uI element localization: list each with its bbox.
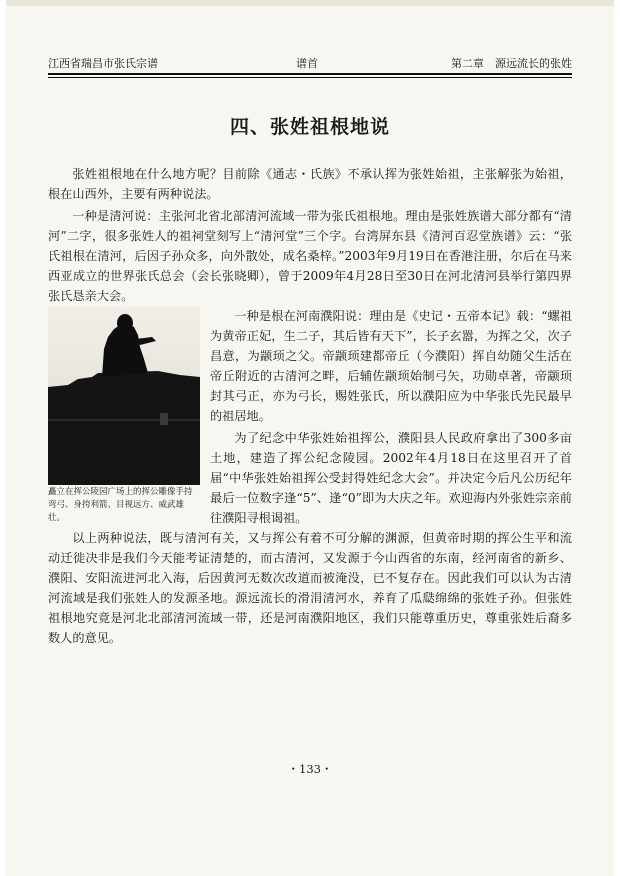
header-section: 谱首 [296, 57, 318, 70]
paragraph-qinghe: 一种是清河说：主张河北省北部清河流域一带为张氏祖根地。理由是张姓族谱大部分都有“清河”二字，很多张姓人的祖祠堂刻写上“清河堂”三个字。台湾屏东县《清河百忍堂族谱》云：“张氏祖根在清河，后因子孙众多，向外散处，成名桑梓。”2003年9月19日在香港注册，尔后在马来西亚成立的世界张氏总会（会长张晓卿），曾于2009年4月28日至30日在河北清河县举行第四界张氏恳亲大会。 [48, 209, 572, 303]
photo-caption: 矗立在挥公陵园广场上的挥公雕像手持弯弓、身挎利箭、目视远方、威武雄壮。 [48, 487, 193, 523]
section-title: 四、张姓祖根地说 [229, 116, 390, 138]
header-rule-thick [48, 73, 572, 75]
statue-image [48, 307, 200, 485]
running-header [48, 55, 572, 73]
header-rule-thin [48, 77, 572, 78]
paragraph-conclusion: 以上两种说法，既与清河有关，又与挥公有着不可分解的渊源，但黄帝时期的挥公生平和流动迁徙决非是我们今天能考证清楚的，而古清河，又发源于今山西省的东南，经河南省的新乡、濮阳、安阳流进河北入海，后因黄河无数次改道而被淹没，已不复存在。因此我们可以认为古清河流域是我们张姓人的发源圣地。源远流长的滑涓清河水，养育了瓜瓞绵绵的张姓子孙。但张姓祖根地究竟是河北北部清河流域一带，还是河南濮阳地区，我们只能尊重历史，尊重张姓后裔多数人的意见。 [48, 531, 572, 645]
header-chapter: 第二章 源远流长的张姓 [451, 57, 572, 70]
scan-margin [614, 0, 620, 876]
paragraph-puyang: 一种是根在河南濮阳说：理由是《史记・五帝本记》载：“螺祖为黄帝正妃，生二子，其后皆有天下”，长子玄嚣，为挥之父，次子昌意，为颛顼之父。帝颛顼建都帝丘（今濮阳）挥自幼随父生活在帝丘附近的古清河之畔，后辅佐颛顼始制弓矢，功勋卓著，帝颛顼封其弓正，亦为弓长，赐姓张氏，所以濮阳应为中华张氏先民最早的祖居地。 [210, 309, 572, 423]
header-book-title: 江西省瑞昌市张氏宗谱 [48, 57, 158, 70]
paragraph-memorial: 为了纪念中华张姓始祖挥公，濮阳县人民政府拿出了300多亩土地，建造了挥公纪念陵园。2002年4月18日在这里召开了首届“中华张姓始祖挥公受封得姓纪念大会”。并决定今后凡公历纪年最后一位数字逢“5”、逢“0”即为大庆之年。欢迎海内外张姓宗亲前往濮阳寻根谒祖。 [210, 431, 572, 525]
page-number: ・133・ [287, 762, 333, 776]
paragraph-intro: 张姓祖根地在什么地方呢？目前除《通志・氏族》不承认挥为张姓始祖，主张解张为始祖，根在山西外，主要有两种说法。 [48, 167, 572, 201]
statue-photo [48, 307, 200, 485]
scan-edge [6, 0, 614, 6]
